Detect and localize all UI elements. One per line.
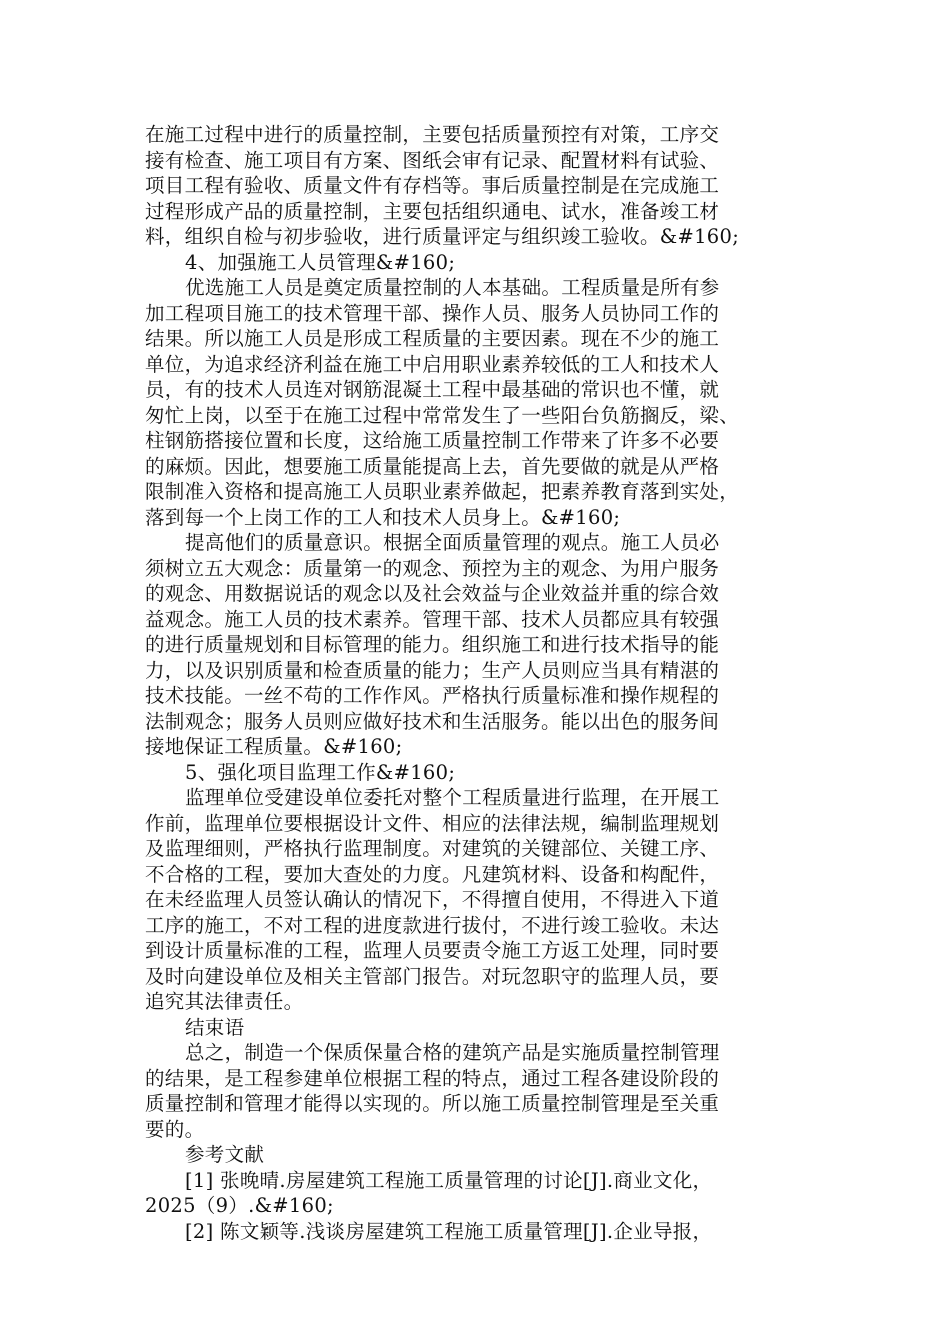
text-line: 作前，监理单位要根据设计文件、相应的法律法规，编制监理规划 — [145, 811, 720, 835]
text-line: 匆忙上岗，以至于在施工过程中常常发生了一些阳台负筋搁反，梁、 — [145, 403, 740, 427]
text-line: 5、强化项目监理工作&#160; — [185, 760, 456, 784]
text-line: 提高他们的质量意识。根据全面质量管理的观点。施工人员必 — [185, 531, 720, 554]
text-line: 结束语 — [185, 1015, 245, 1039]
text-line: 优选施工人员是奠定质量控制的人本基础。工程质量是所有参 — [185, 276, 720, 299]
text-line: 接有检查、施工项目有方案、图纸会审有记录、配置材料有试验、 — [145, 148, 720, 172]
text-line: 员，有的技术人员连对钢筋混凝土工程中最基础的常识也不懂，就 — [145, 378, 720, 401]
text-line: 总之，制造一个保质保量合格的建筑产品是实施质量控制管理 — [185, 1041, 720, 1064]
text-line: 监理单位受建设单位委托对整个工程质量进行监理，在开展工 — [185, 786, 720, 809]
text-line: 要的。 — [145, 1117, 205, 1141]
text-line: 在施工过程中进行的质量控制，主要包括质量预控有对策，工序交 — [145, 123, 720, 146]
document-body — [145, 122, 805, 1244]
text-line: 加工程项目施工的技术管理干部、操作人员、服务人员协同工作的 — [145, 301, 720, 325]
text-line: 参考文献 — [185, 1143, 265, 1166]
text-line: 及时向建设单位及相关主管部门报告。对玩忽职守的监理人员，要 — [145, 964, 720, 988]
text-line: 技术技能。一丝不苟的工作作风。严格执行质量标准和操作规程的 — [145, 684, 720, 707]
text-line: 2025（9）.&#160; — [145, 1194, 334, 1217]
text-line: 益观念。施工人员的技术素养。管理干部、技术人员都应具有较强 — [145, 607, 720, 631]
text-line: 追究其法律责任。 — [145, 990, 304, 1013]
text-line: 的麻烦。因此，想要施工质量能提高上去，首先要做的就是从严格 — [145, 454, 720, 478]
text-line: 的观念、用数据说话的观念以及社会效益与企业效益并重的综合效 — [145, 582, 720, 605]
text-line: 法制观念；服务人员则应做好技术和生活服务。能以出色的服务间 — [145, 709, 720, 733]
text-line: 的结果，是工程参建单位根据工程的特点，通过工程各建设阶段的 — [145, 1066, 720, 1090]
text-line: 到设计质量标准的工程，监理人员要责令施工方返工处理，同时要 — [145, 939, 720, 962]
text-line: 接地保证工程质量。&#160; — [145, 735, 403, 758]
text-line: 工序的施工，不对工程的进度款进行拔付，不进行竣工验收。未达 — [145, 913, 720, 937]
text-line: 过程形成产品的质量控制，主要包括组织通电、试水，准备竣工材 — [145, 199, 720, 223]
text-line: 力，以及识别质量和检查质量的能力；生产人员则应当具有精湛的 — [145, 658, 720, 682]
text-line: 的进行质量规划和目标管理的能力。组织施工和进行技术指导的能 — [145, 633, 720, 656]
text-line: 项目工程有验收、质量文件有存档等。事后质量控制是在完成施工 — [145, 174, 720, 197]
text-line: [1] 张晚晴.房屋建筑工程施工质量管理的讨论[J].商业文化， — [185, 1168, 713, 1192]
text-line: 落到每一个上岗工作的工人和技术人员身上。&#160; — [145, 505, 621, 529]
text-line: 不合格的工程，要加大查处的力度。凡建筑材料、设备和构配件， — [145, 862, 720, 886]
text-line: 及监理细则，严格执行监理制度。对建筑的关键部位、关键工序、 — [145, 837, 720, 860]
text-line: 柱钢筋搭接位置和长度，这给施工质量控制工作带来了许多不必要 — [145, 429, 720, 452]
text-line: 在未经监理人员签认确认的情况下，不得擅自使用，不得进入下道 — [145, 888, 720, 911]
text-line: 料，组织自检与初步验收，进行质量评定与组织竣工验收。&#160; — [145, 225, 740, 248]
text-line: 质量控制和管理才能得以实现的。所以施工质量控制管理是至关重 — [145, 1092, 720, 1115]
text-line: 结果。所以施工人员是形成工程质量的主要因素。现在不少的施工 — [145, 327, 720, 350]
text-line: 4、加强施工人员管理&#160; — [185, 250, 456, 274]
text-line: 须树立五大观念：质量第一的观念、预控为主的观念、为用户服务 — [145, 556, 720, 580]
text-line: 单位，为追求经济利益在施工中启用职业素养较低的工人和技术人 — [145, 352, 720, 376]
text-line: 限制准入资格和提高施工人员职业素养做起，把素养教育落到实处， — [145, 480, 740, 503]
text-line: [2] 陈文颖等.浅谈房屋建筑工程施工质量管理[J].企业导报， — [185, 1219, 713, 1243]
